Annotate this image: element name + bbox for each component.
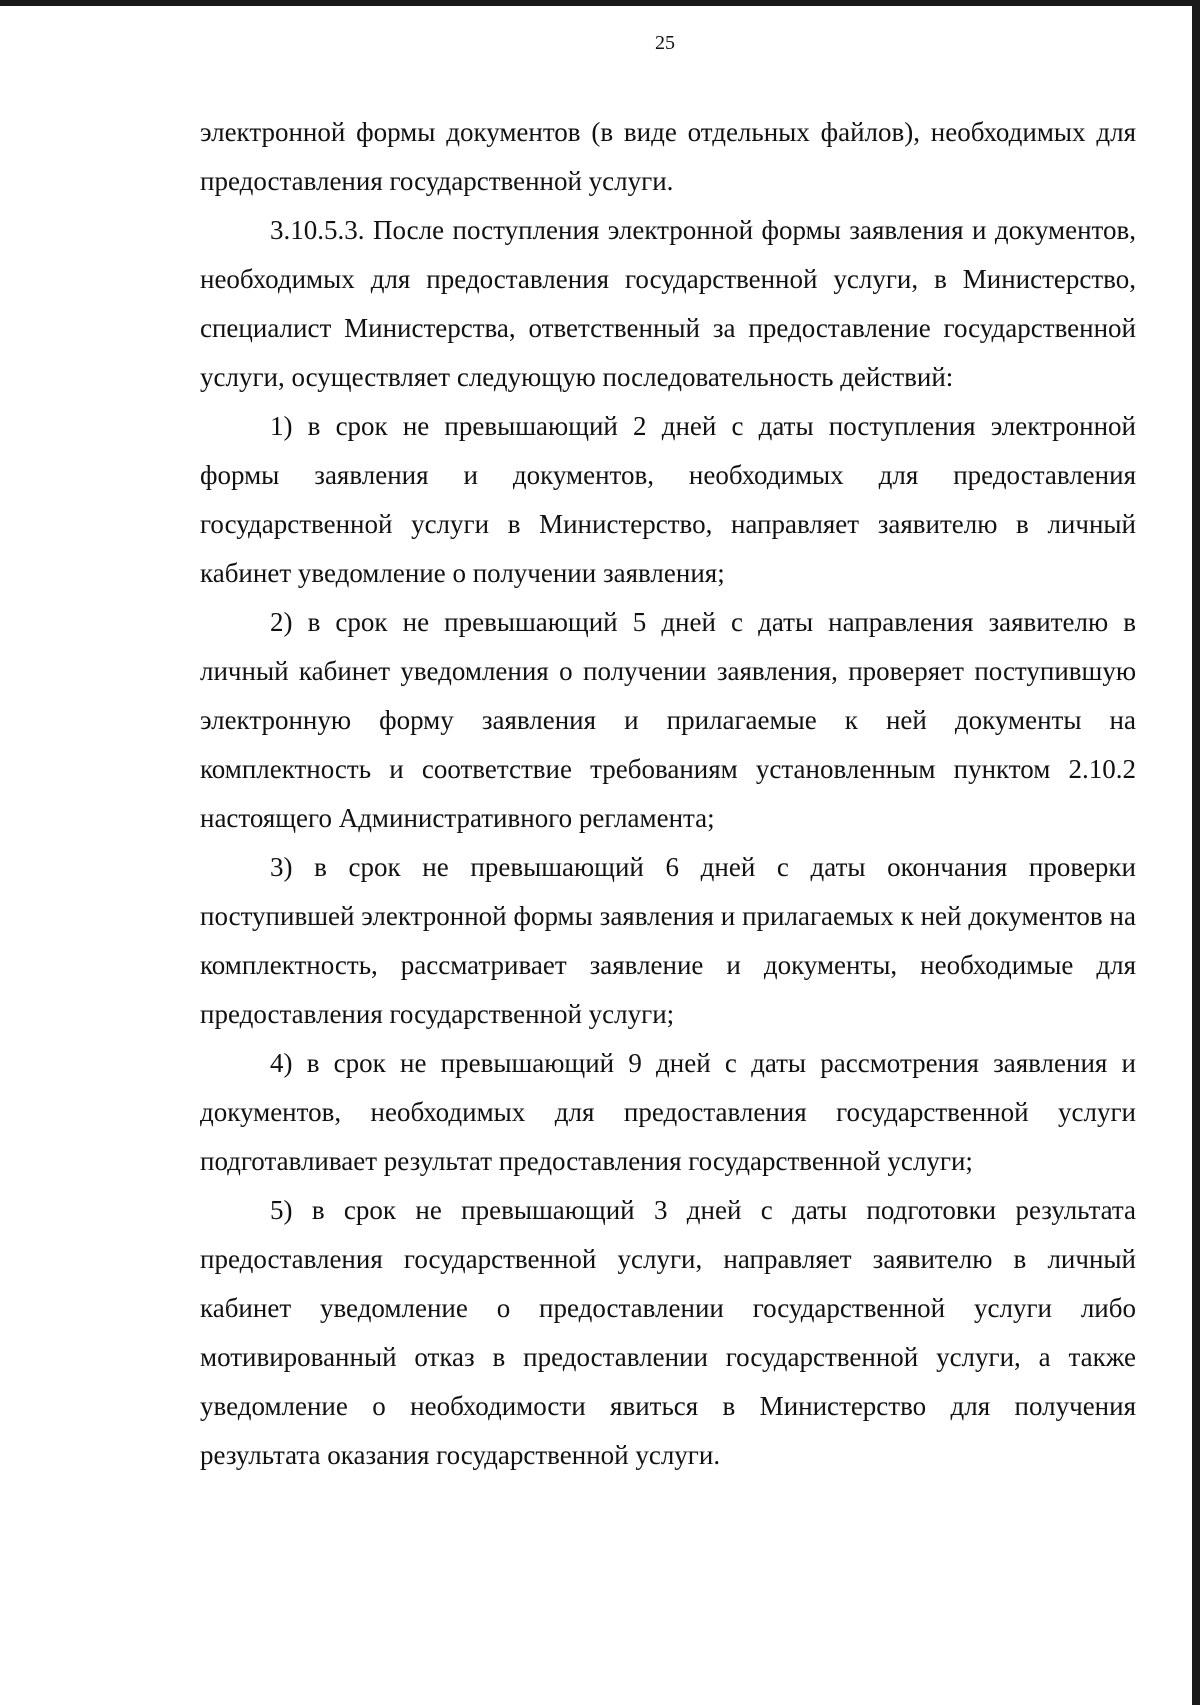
paragraph-clause-3-10-5-3: 3.10.5.3. После поступления электронной формы заявления и документов, необходимых для предоставления государственной услуги, в Министерство, специалист Министерства, ответственный за предоставление государственной услуги, осуществляет следующую последовательность действий: [200, 215, 1136, 392]
document-body [200, 108, 1136, 1480]
list-item-4: 4) в срок не превышающий 9 дней с даты рассмотрения заявления и документов, необходимых для предоставления государственной услуги подготавливает результат предоставления государственной услуги; [200, 1048, 1136, 1176]
page-number: 25 [655, 32, 675, 54]
list-item-5: 5) в срок не превышающий 3 дней с даты подготовки результата предоставления государственной услуги, направляет заявителю в личный кабинет уведомление о предоставлении государственной услуги либо мотивированный отказ в предоставлении государственной услуги, а также уведомление о необходимости явиться в Министерство для получения результата оказания государственной услуги. [200, 1195, 1136, 1470]
list-item-1: 1) в срок не превышающий 2 дней с даты поступления электронной формы заявления и документов, необходимых для предоставления государственной услуги в Министерство, направляет заявителю в личный кабинет уведомление о получении заявления; [200, 411, 1136, 588]
scan-border-right [1192, 0, 1200, 1705]
paragraph-continuation: электронной формы документов (в виде отдельных файлов), необходимых для предоставления государственной услуги. [200, 117, 1136, 196]
scan-border-top [0, 0, 1200, 6]
list-item-3: 3) в срок не превышающий 6 дней с даты окончания проверки поступившей электронной формы заявления и прилагаемых к ней документов на комплектность, рассматривает заявление и документы, необходимые для предоставления государственной услуги; [200, 852, 1136, 1029]
list-item-2: 2) в срок не превышающий 5 дней с даты направления заявителю в личный кабинет уведомления о получении заявления, проверяет поступившую электронную форму заявления и прилагаемые к ней документы на комплектность и соответствие требованиям установленным пунктом 2.10.2 настоящего Административного регламента; [200, 607, 1136, 833]
